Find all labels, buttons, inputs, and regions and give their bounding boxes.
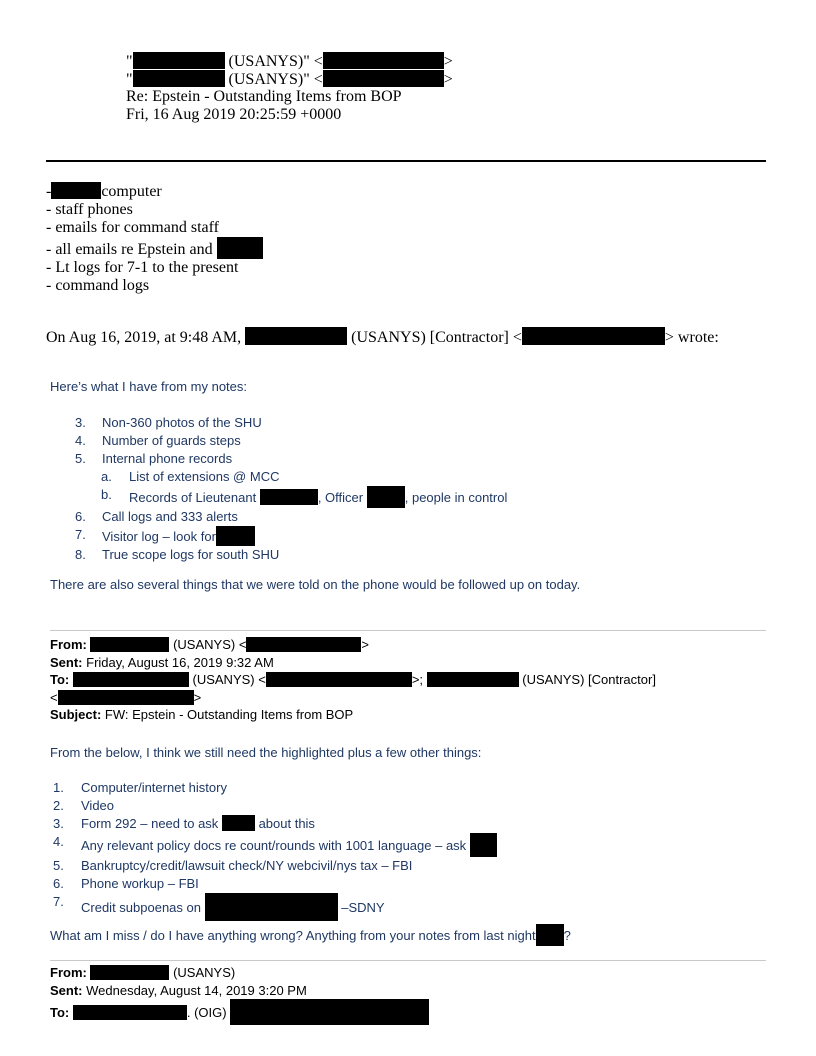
email1-list xyxy=(53,779,497,921)
list-item: 7. Credit subpoenas on –SDNY xyxy=(81,893,497,921)
redaction-block xyxy=(536,924,564,946)
list-item: - computer xyxy=(46,183,162,200)
list-item: 5. Bankruptcy/credit/lawsuit check/NY webcivil/nys tax – FBI xyxy=(53,858,413,873)
email1-subject-row: Subject: FW: Epstein - Outstanding Items from BOP xyxy=(50,707,354,722)
to-org: (USANYS)" < xyxy=(228,71,323,88)
redaction-block xyxy=(51,182,101,199)
list-item: 7. Visitor log – look for xyxy=(102,526,507,546)
email-separator xyxy=(50,960,766,961)
list-item: - command logs xyxy=(46,277,150,294)
to-end: > xyxy=(443,71,453,88)
redaction-block xyxy=(266,672,412,687)
list-item: - emails for command staff xyxy=(46,219,219,236)
email1-from-row: From: (USANYS) < > xyxy=(50,637,370,652)
to-quote: " xyxy=(126,71,133,88)
redaction-block xyxy=(90,965,169,980)
reply-item-list xyxy=(46,182,263,295)
notes-list xyxy=(75,414,508,564)
redaction-block xyxy=(245,327,347,345)
redaction-block xyxy=(522,327,665,345)
redaction-block xyxy=(133,52,225,69)
notes-intro: Here’s what I have from my notes: xyxy=(50,379,248,394)
list-item: 4. Any relevant policy docs re count/rounds with 1001 language – ask xyxy=(81,833,497,857)
from-end: > xyxy=(443,53,453,70)
redaction-block xyxy=(73,672,189,687)
email2-to-row: To: . (OIG) xyxy=(50,999,429,1025)
list-item: 6. Call logs and 333 alerts xyxy=(75,509,238,524)
redaction-block xyxy=(73,1005,187,1020)
redaction-block xyxy=(133,70,225,87)
from-org: (USANYS)" < xyxy=(228,53,323,70)
email1-intro: From the below, I think we still need the highlighted plus a few other things: xyxy=(50,745,482,760)
redaction-block xyxy=(217,237,263,259)
list-item: 2. Video xyxy=(53,798,115,813)
redaction-block xyxy=(427,672,519,687)
list-item: - Lt logs for 7-1 to the present xyxy=(46,259,239,276)
list-item: 5. Internal phone records a. List of extensions @ MCC b. Records of Lieutenant , Officer , people in control xyxy=(102,450,507,508)
redaction-block xyxy=(222,815,255,831)
list-item: - staff phones xyxy=(46,201,133,218)
date-value: Fri, 16 Aug 2019 20:25:59 +0000 xyxy=(126,106,342,123)
redaction-block xyxy=(230,999,429,1025)
redaction-block xyxy=(246,637,361,652)
list-item: 3. Non-360 photos of the SHU xyxy=(75,415,262,430)
redaction-block xyxy=(58,690,194,705)
redaction-block xyxy=(323,52,444,69)
list-item: b. Records of Lieutenant , Officer , people in control xyxy=(81,486,507,508)
header-divider xyxy=(46,160,766,162)
list-item: 3. Form 292 – need to ask about this xyxy=(53,816,315,831)
email1-to-row-2: < > xyxy=(50,689,202,705)
email1-question: What am I miss / do I have anything wrong? Anything from your notes from last night ? xyxy=(50,924,571,946)
email1-sent-row: Sent: Friday, August 16, 2019 9:32 AM xyxy=(50,654,274,670)
from-quote: " xyxy=(126,53,133,70)
list-item: 4. Number of guards steps xyxy=(75,433,241,448)
quoted-attribution: On Aug 16, 2019, at 9:48 AM, (USANYS) [Contractor] < > wrote: xyxy=(46,329,719,346)
redaction-block xyxy=(367,486,405,508)
email2-from-row: From: (USANYS) xyxy=(50,965,236,980)
email1-header xyxy=(50,636,656,724)
redaction-block xyxy=(260,489,318,505)
list-item: 1. Computer/internet history xyxy=(53,780,227,795)
email-separator xyxy=(50,630,766,631)
redaction-block xyxy=(470,833,497,857)
email2-header xyxy=(50,964,429,1025)
email1-to-row: To: (USANYS) < >; (USANYS) [Contractor] xyxy=(50,672,656,687)
list-item: 6. Phone workup – FBI xyxy=(53,876,199,891)
redaction-block xyxy=(90,637,169,652)
redaction-block xyxy=(323,70,444,87)
followup-text: There are also several things that we were told on the phone would be followed up on today. xyxy=(50,577,581,592)
list-item: 8. True scope logs for south SHU xyxy=(75,547,280,562)
email2-sent-row: Sent: Wednesday, August 14, 2019 3:20 PM xyxy=(50,982,307,998)
redaction-block xyxy=(216,526,255,546)
redaction-block xyxy=(205,893,338,921)
list-item: a. List of extensions @ MCC xyxy=(101,469,280,484)
subject-value: Re: Epstein - Outstanding Items from BOP xyxy=(126,88,402,105)
list-item: - all emails re Epstein and xyxy=(46,237,263,259)
